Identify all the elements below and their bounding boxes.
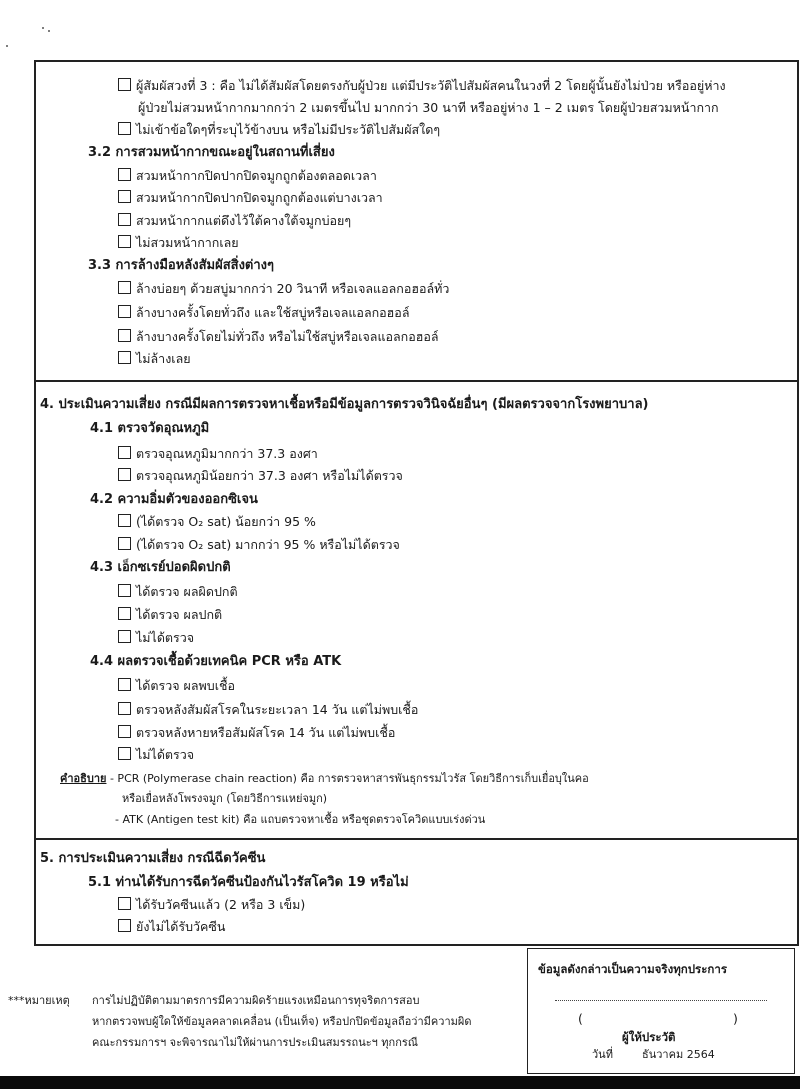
signature-role: ผู้ให้ประวัติ [622,1030,676,1044]
checkbox[interactable] [118,468,131,481]
option-label: (ได้ตรวจ O₂ sat) มากกว่า 95 % หรือไม่ได้ตรวจ [136,537,400,552]
scan-speck [48,30,50,32]
option-label: ตรวจอุณหภูมิมากกว่า 37.3 องศา [136,446,318,461]
checkbox[interactable] [118,281,131,294]
oxygen-option[interactable] [118,513,316,531]
option-label: ได้ตรวจ ผลพบเชื้อ [136,678,235,693]
vaccine-option[interactable] [118,896,305,914]
scan-edge [0,1076,800,1089]
atk-explanation: - ATK (Antigen test kit) คือ แถบตรวจหาเชื้อ หรือชุดตรวจโควิดแบบเร่งด่วน [115,813,486,826]
pcr-atk-option[interactable] [118,701,418,719]
option-label: ตรวจหลังหายหรือสัมผัสโรค 14 วัน แต่ไม่พบเชื้อ [136,725,396,740]
checkbox[interactable] [118,630,131,643]
option-label: ไม่เข้าข้อใดๆที่ระบุไว้ข้างบน หรือไม่มีประวัติไปสัมผัสใดๆ [136,122,441,137]
pcr-atk-option[interactable] [118,677,235,695]
section-5-1-heading: 5.1 ท่านได้รับการฉีดวัคซีนป้องกันไวรัสโควิด 19 หรือไม่ [88,875,409,890]
section-3-3-heading: 3.3 การล้างมือหลังสัมผัสสิ่งต่างๆ [88,258,274,273]
date-label: วันที่ [592,1048,613,1061]
checkbox[interactable] [118,78,131,91]
note-line: การไม่ปฏิบัติตามมาตรการมีความผิดร้ายแรงเหมือนการทุจริตการสอบ [92,994,420,1007]
mask-option[interactable] [118,212,351,230]
option-label: ยังไม่ได้รับวัคซีน [136,919,226,934]
option-label-cont: ผู้ป่วยไม่สวมหน้ากากมากกว่า 2 เมตรขึ้นไป มากกว่า 30 นาที หรืออยู่ห่าง 1 – 2 เมตร โดยผู้ป่วยสวมหน้ากาก [138,100,719,115]
checkbox[interactable] [118,725,131,738]
handwash-option[interactable] [118,280,449,298]
signature-statement: ข้อมูลดังกล่าวเป็นความจริงทุกประการ [538,962,728,976]
name-paren-open: ( [578,1011,583,1026]
note-line: หากตรวจพบผู้ใดให้ข้อมูลคลาดเคลื่อน (เป็นเท็จ) หรือปกปิดข้อมูลถือว่ามีความผิด [92,1015,472,1028]
option-label: ล้างบางครั้งโดยทั่วถึง และใช้สบู่หรือเจลแอลกอฮอล์ [136,305,410,320]
temperature-option[interactable] [118,467,403,485]
contact-option-3[interactable] [118,77,726,95]
checkbox[interactable] [118,919,131,932]
option-label: สวมหน้ากากปิดปากปิดจมูกถูกต้องแต่บางเวลา [136,190,383,205]
option-label: ไม่สวมหน้ากากเลย [136,235,239,250]
option-label: ตรวจหลังสัมผัสโรคในระยะเวลา 14 วัน แต่ไม่พบเชื้อ [136,702,419,717]
scan-speck [6,45,8,47]
note-line: คณะกรรมการฯ จะพิจารณาไม่ให้ผ่านการประเมินสมรรถนะฯ ทุกกรณี [92,1036,418,1049]
handwash-option[interactable] [118,304,409,322]
section-4-heading: 4. ประเมินความเสี่ยง กรณีมีผลการตรวจหาเชื้อหรือมีข้อมูลการตรวจวินิจฉัยอื่นๆ (มีผลตรวจจากโรงพยาบาล) [40,397,649,412]
explanation-line [60,770,589,788]
option-label: ได้รับวัคซีนแล้ว (2 หรือ 3 เข็ม) [136,897,306,912]
option-label: (ได้ตรวจ O₂ sat) น้อยกว่า 95 % [136,514,316,529]
section-4-3-heading: 4.3 เอ็กซเรย์ปอดผิดปกติ [90,560,231,575]
option-label: ได้ตรวจ ผลผิดปกติ [136,584,238,599]
oxygen-option[interactable] [118,536,400,554]
contact-option-none[interactable] [118,121,440,139]
section-divider [34,380,797,382]
checkbox[interactable] [118,122,131,135]
option-label: ได้ตรวจ ผลปกติ [136,607,223,622]
option-label: ผู้สัมผัสวงที่ 3 : คือ ไม่ได้สัมผัสโดยตรงกับผู้ป่วย แต่มีประวัติไปสัมผัสคนในวงที่ 2 โดยผู้นั้นยังไม่ป่วย หรืออยู่ห่าง [136,78,726,93]
option-label: ไม่ได้ตรวจ [136,630,195,645]
section-4-4-heading: 4.4 ผลตรวจเชื้อด้วยเทคนิค PCR หรือ ATK [90,654,342,669]
checkbox[interactable] [118,897,131,910]
section-3-2-heading: 3.2 การสวมหน้ากากขณะอยู่ในสถานที่เสี่ยง [88,145,335,160]
name-paren-close: ) [733,1011,738,1026]
checkbox[interactable] [118,446,131,459]
option-label: สวมหน้ากากแต่ดึงไว้ใต้คางใต้จมูกบ่อยๆ [136,213,352,228]
temperature-option[interactable] [118,445,318,463]
note-label: ***หมายเหตุ [8,994,70,1007]
option-label: สวมหน้ากากปิดปากปิดจมูกถูกต้องตลอดเวลา [136,168,377,183]
checkbox[interactable] [118,678,131,691]
xray-option[interactable] [118,583,238,601]
mask-option[interactable] [118,234,239,252]
handwash-option[interactable] [118,350,191,368]
option-label: ไม่ล้างเลย [136,351,191,366]
option-label: ล้างบางครั้งโดยไม่ทั่วถึง หรือไม่ใช้สบู่หรือเจลแอลกอฮอล์ [136,329,439,344]
pcr-explanation: - PCR (Polymerase chain reaction) คือ การตรวจหาสารพันธุกรรมไวรัส โดยวิธีการเก็บเยื่อบุในคอ [109,772,589,785]
section-divider [34,838,797,840]
scan-speck [42,27,44,29]
checkbox[interactable] [118,702,131,715]
section-5-heading: 5. การประเมินความเสี่ยง กรณีฉีดวัคซีน [40,851,266,866]
checkbox[interactable] [118,584,131,597]
option-label: ไม่ได้ตรวจ [136,747,195,762]
xray-option[interactable] [118,629,194,647]
date-value: ธันวาคม 2564 [642,1048,715,1061]
section-4-2-heading: 4.2 ความอิ่มตัวของออกซิเจน [90,492,258,507]
xray-option[interactable] [118,606,222,624]
signature-line[interactable] [555,1000,767,1001]
checkbox[interactable] [118,235,131,248]
pcr-explanation-cont: หรือเยื่อหลังโพรงจมูก (โดยวิธีการแหย่จมูก) [122,792,328,805]
checkbox[interactable] [118,329,131,342]
checkbox[interactable] [118,213,131,226]
section-4-1-heading: 4.1 ตรวจวัดอุณหภูมิ [90,421,210,436]
mask-option[interactable] [118,167,377,185]
option-label: ล้างบ่อยๆ ด้วยสบู่มากกว่า 20 วินาที หรือเจลแอลกอฮอล์ทั่ว [136,281,450,296]
checkbox[interactable] [118,190,131,203]
vaccine-option[interactable] [118,918,225,936]
checkbox[interactable] [118,514,131,527]
pcr-atk-option[interactable] [118,724,395,742]
checkbox[interactable] [118,537,131,550]
checkbox[interactable] [118,351,131,364]
option-label: ตรวจอุณหภูมิน้อยกว่า 37.3 องศา หรือไม่ได้ตรวจ [136,468,403,483]
checkbox[interactable] [118,168,131,181]
checkbox[interactable] [118,305,131,318]
checkbox[interactable] [118,747,131,760]
explanation-label: คำอธิบาย [60,772,107,785]
handwash-option[interactable] [118,328,439,346]
pcr-atk-option[interactable] [118,746,194,764]
checkbox[interactable] [118,607,131,620]
mask-option[interactable] [118,189,383,207]
